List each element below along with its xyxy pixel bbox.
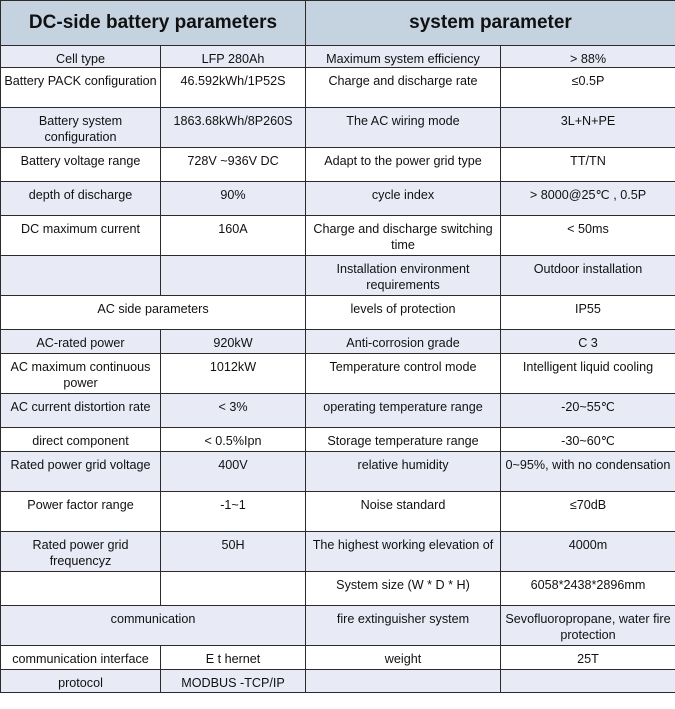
system-param-value: -20~55℃	[501, 394, 675, 428]
table-row	[1, 670, 675, 693]
table-row	[1, 148, 675, 182]
dc-param-name: Rated power grid voltage	[1, 452, 161, 492]
system-param-name: operating temperature range	[306, 394, 501, 428]
dc-param-name: direct component	[1, 428, 161, 452]
dc-param-value	[161, 572, 306, 606]
dc-param-value: < 0.5%Ipn	[161, 428, 306, 452]
dc-param-name	[1, 256, 161, 296]
system-param-value: 6058*2438*2896mm	[501, 572, 675, 606]
dc-param-value: 1863.68kWh/8P260S	[161, 108, 306, 148]
dc-side-header: DC-side battery parameters	[1, 1, 306, 46]
system-param-name: The AC wiring mode	[306, 108, 501, 148]
table-row	[1, 532, 675, 572]
dc-param-value: 46.592kWh/1P52S	[161, 68, 306, 108]
table-row	[1, 572, 675, 606]
table-row	[1, 46, 675, 68]
system-param-value: < 50ms	[501, 216, 675, 256]
system-param-name: relative humidity	[306, 452, 501, 492]
table-row	[1, 256, 675, 296]
system-param-name: The highest working elevation of	[306, 532, 501, 572]
dc-param-name	[1, 572, 161, 606]
dc-param-value: MODBUS -TCP/IP	[161, 670, 306, 693]
dc-param-value: 920kW	[161, 330, 306, 354]
system-parameter-header: system parameter	[306, 1, 675, 46]
system-param-value: Outdoor installation	[501, 256, 675, 296]
system-param-value: 25T	[501, 646, 675, 670]
dc-param-name: Cell type	[1, 46, 161, 68]
dc-param-value: 728V ~936V DC	[161, 148, 306, 182]
dc-param-name: protocol	[1, 670, 161, 693]
system-param-name: Temperature control mode	[306, 354, 501, 394]
system-param-value: -30~60℃	[501, 428, 675, 452]
dc-param-value	[161, 256, 306, 296]
system-param-name: cycle index	[306, 182, 501, 216]
system-param-value: > 8000@25℃ , 0.5P	[501, 182, 675, 216]
dc-param-name: AC maximum continuous power	[1, 354, 161, 394]
dc-param-value: LFP 280Ah	[161, 46, 306, 68]
system-param-value: Intelligent liquid cooling	[501, 354, 675, 394]
dc-param-name: depth of discharge	[1, 182, 161, 216]
system-param-value: C 3	[501, 330, 675, 354]
dc-param-name: DC maximum current	[1, 216, 161, 256]
dc-param-value: E t hernet	[161, 646, 306, 670]
dc-param-value: 160A	[161, 216, 306, 256]
table-row	[1, 606, 675, 646]
system-param-value: > 88%	[501, 46, 675, 68]
system-param-name: Installation environment requirements	[306, 256, 501, 296]
table-row	[1, 452, 675, 492]
dc-param-name: AC current distortion rate	[1, 394, 161, 428]
dc-param-value: 90%	[161, 182, 306, 216]
section-subheader: communication	[1, 606, 306, 646]
system-param-name: Noise standard	[306, 492, 501, 532]
table-row	[1, 216, 675, 256]
dc-param-value: 1012kW	[161, 354, 306, 394]
table-row	[1, 354, 675, 394]
section-subheader: AC side parameters	[1, 296, 306, 330]
system-param-name: Anti-corrosion grade	[306, 330, 501, 354]
dc-param-name: Battery PACK configuration	[1, 68, 161, 108]
dc-param-name: Rated power grid frequencyz	[1, 532, 161, 572]
system-param-name: Adapt to the power grid type	[306, 148, 501, 182]
table-row	[1, 68, 675, 108]
table-row	[1, 296, 675, 330]
dc-param-value: 400V	[161, 452, 306, 492]
system-param-value: 3L+N+PE	[501, 108, 675, 148]
system-param-value: 0~95%, with no condensation	[501, 452, 675, 492]
dc-param-value: -1~1	[161, 492, 306, 532]
system-param-name: levels of protection	[306, 296, 501, 330]
system-param-value: TT/TN	[501, 148, 675, 182]
dc-param-name: Power factor range	[1, 492, 161, 532]
system-param-name: Maximum system efficiency	[306, 46, 501, 68]
dc-param-name: Battery voltage range	[1, 148, 161, 182]
system-param-name: weight	[306, 646, 501, 670]
system-param-name	[306, 670, 501, 693]
table-row	[1, 330, 675, 354]
dc-param-value: 50H	[161, 532, 306, 572]
system-param-name: Charge and discharge switching time	[306, 216, 501, 256]
dc-param-name: Battery system configuration	[1, 108, 161, 148]
table-row	[1, 428, 675, 452]
system-param-value: ≤70dB	[501, 492, 675, 532]
system-param-name: Charge and discharge rate	[306, 68, 501, 108]
system-param-value: ≤0.5P	[501, 68, 675, 108]
system-param-name: fire extinguisher system	[306, 606, 501, 646]
table-row	[1, 394, 675, 428]
system-param-name: Storage temperature range	[306, 428, 501, 452]
dc-param-name: communication interface	[1, 646, 161, 670]
table-row	[1, 108, 675, 148]
system-param-value: 4000m	[501, 532, 675, 572]
dc-param-value: < 3%	[161, 394, 306, 428]
system-param-value: IP55	[501, 296, 675, 330]
system-param-value: Sevofluoropropane, water fire protection	[501, 606, 675, 646]
system-param-value	[501, 670, 675, 693]
dc-param-name: AC-rated power	[1, 330, 161, 354]
table-row	[1, 492, 675, 532]
system-param-name: System size (W * D * H)	[306, 572, 501, 606]
table-row	[1, 646, 675, 670]
table-row	[1, 182, 675, 216]
